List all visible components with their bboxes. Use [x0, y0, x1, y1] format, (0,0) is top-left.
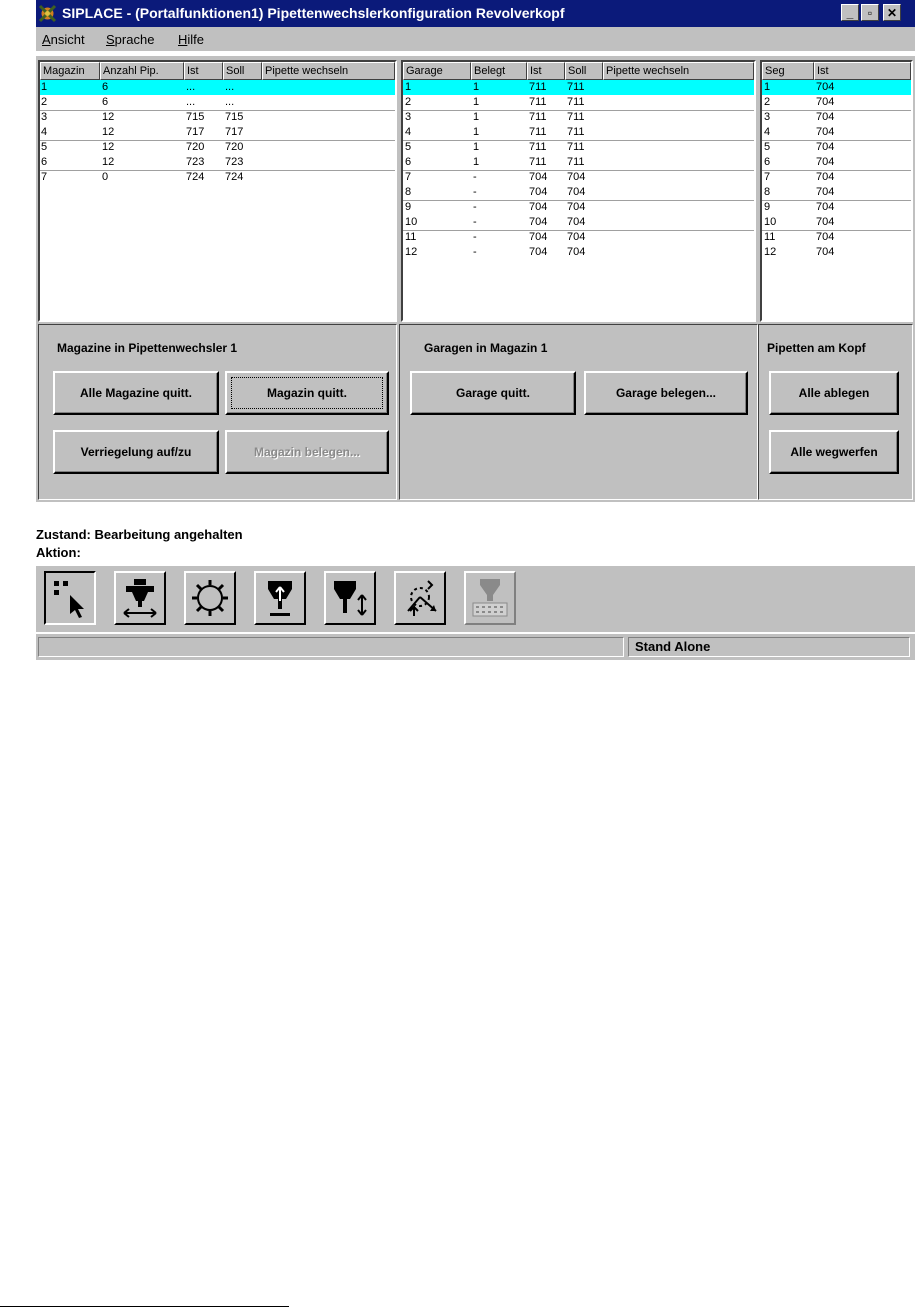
garage-row[interactable]: [403, 170, 754, 185]
garage-row[interactable]: [403, 215, 754, 230]
garage-row[interactable]: [403, 230, 754, 245]
garage-cell: 711: [567, 126, 585, 138]
alle-wegwerfen-button[interactable]: Alle wegwerfen: [769, 430, 899, 474]
magazin-row[interactable]: [40, 125, 395, 140]
segment-row[interactable]: [762, 140, 911, 155]
pickup-nozzle-icon: [260, 577, 300, 619]
garage-belegen-button[interactable]: Garage belegen...: [584, 371, 748, 415]
magazin-row[interactable]: [40, 140, 395, 155]
garage-cell: 704: [567, 216, 586, 228]
segment-list[interactable]: [760, 60, 913, 322]
magazin-belegen-button[interactable]: Magazin belegen...: [225, 430, 389, 474]
garage-cell: 1: [473, 111, 480, 123]
zustand-text: Zustand: Bearbeitung angehalten: [36, 527, 243, 542]
pickup-nozzle-button[interactable]: [254, 571, 306, 625]
garage-cell: 711: [567, 156, 585, 168]
magazin-cell: ...: [225, 96, 235, 108]
garage-cell: 704: [529, 216, 548, 228]
garage-cell: 1: [473, 96, 480, 108]
garage-cell: 11: [405, 231, 417, 243]
col-header-garage[interactable]: Garage: [403, 62, 471, 80]
segment-row[interactable]: [762, 245, 911, 260]
garage-cell: 9: [405, 201, 412, 213]
magazin-cell: 12: [102, 111, 115, 123]
garage-cell: 1: [473, 141, 480, 153]
alle-ablegen-button[interactable]: Alle ablegen: [769, 371, 899, 415]
magazin-cell: 12: [102, 141, 115, 153]
segment-cell: 704: [816, 186, 835, 198]
col-header-ist[interactable]: Ist: [527, 62, 565, 80]
magazin-quitt-label: Magazin quitt.: [267, 386, 347, 400]
garage-cell: 1: [473, 126, 480, 138]
rotate-arrows-button[interactable]: [394, 571, 446, 625]
segment-row[interactable]: [762, 185, 911, 200]
segment-row[interactable]: [762, 155, 911, 170]
col-header-ist[interactable]: Ist: [184, 62, 223, 80]
garage-cell: 1: [473, 81, 480, 93]
col-header-magazin[interactable]: Magazin: [40, 62, 100, 80]
magazin-cell: 6: [102, 81, 109, 93]
garage-cell: 1: [473, 156, 480, 168]
magazin-cell: 6: [41, 156, 48, 168]
col-header-pipette-wechseln[interactable]: Pipette wechseln: [603, 62, 754, 80]
garage-cell: 704: [567, 231, 586, 243]
segment-row[interactable]: [762, 170, 911, 185]
magazin-cell: 724: [186, 171, 205, 183]
magazin-cell: 715: [186, 111, 205, 123]
garage-cell: -: [473, 186, 477, 198]
magazin-cell: 12: [102, 126, 115, 138]
garage-cell: 711: [567, 96, 585, 108]
magazin-cell: 715: [225, 111, 244, 123]
col-header-soll[interactable]: Soll: [223, 62, 262, 80]
magazine-panel: [38, 324, 397, 500]
garage-list[interactable]: [401, 60, 756, 322]
magazin-cell: ...: [186, 81, 196, 93]
segment-row[interactable]: [762, 80, 911, 95]
segment-row[interactable]: [762, 110, 911, 125]
pipetten-panel: [758, 324, 913, 500]
magazin-cell: ...: [225, 81, 235, 93]
magazin-list[interactable]: [38, 60, 397, 322]
garage-cell: 711: [567, 141, 585, 153]
garage-cell: 711: [567, 81, 585, 93]
garage-row[interactable]: [403, 185, 754, 200]
garage-quitt-button[interactable]: Garage quitt.: [410, 371, 576, 415]
nozzle-height-button[interactable]: [324, 571, 376, 625]
magazin-cell: 12: [102, 156, 115, 168]
garage-cell: 711: [529, 156, 547, 168]
segment-cell: 5: [764, 141, 771, 153]
magazin-cell: 2: [41, 96, 48, 108]
segment-row[interactable]: [762, 215, 911, 230]
garage-cell: 711: [529, 126, 547, 138]
garage-cell: 704: [567, 171, 586, 183]
segment-cell: 8: [764, 186, 771, 198]
verriegelung-button[interactable]: Verriegelung auf/zu: [53, 430, 219, 474]
segment-cell: 2: [764, 96, 771, 108]
garage-row[interactable]: [403, 140, 754, 155]
segment-cell: 704: [816, 156, 835, 168]
aktion-label: Aktion:: [36, 545, 81, 560]
segment-row[interactable]: [762, 125, 911, 140]
segment-cell: 3: [764, 111, 771, 123]
status-bar-left-panel: [38, 637, 624, 657]
garage-cell: 711: [529, 81, 547, 93]
nozzle-move-icon: [120, 577, 160, 619]
magazin-cell: 720: [186, 141, 205, 153]
pipetten-panel-title: Pipetten am Kopf: [767, 341, 866, 355]
segment-cell: 7: [764, 171, 771, 183]
magazin-row[interactable]: [40, 155, 395, 170]
garage-row[interactable]: [403, 245, 754, 260]
col-header-pipette-wechseln[interactable]: Pipette wechseln: [262, 62, 395, 80]
magazin-row[interactable]: [40, 80, 395, 95]
garage-row[interactable]: [403, 200, 754, 215]
magazin-cell: 724: [225, 171, 244, 183]
segment-cell: 704: [816, 111, 835, 123]
magazin-cell: 0: [102, 171, 109, 183]
nozzle-height-icon: [330, 577, 370, 619]
action-toolbar: [36, 566, 915, 632]
garage-cell: 1: [405, 81, 412, 93]
garage-row[interactable]: [403, 155, 754, 170]
segment-cell: 704: [816, 231, 835, 243]
magazin-cell: 720: [225, 141, 244, 153]
garage-cell: 704: [529, 246, 548, 258]
segment-cell: 704: [816, 216, 835, 228]
garage-cell: -: [473, 171, 477, 183]
window-title: SIPLACE - (Portalfunktionen1) Pipettenwechslerkonfiguration Revolverkopf: [62, 5, 565, 21]
garage-cell: -: [473, 201, 477, 213]
garage-cell: 10: [405, 216, 418, 228]
garage-cell: 711: [529, 96, 547, 108]
garage-cell: 12: [405, 246, 418, 258]
magazin-cell: 723: [225, 156, 244, 168]
magazin-cell: 723: [186, 156, 205, 168]
segment-cell: 704: [816, 141, 835, 153]
garage-cell: 711: [567, 111, 585, 123]
col-header-ist[interactable]: Ist: [814, 62, 911, 80]
magazin-cell: 7: [41, 171, 48, 183]
segment-cell: 1: [764, 81, 771, 93]
magazin-cell: 4: [41, 126, 48, 138]
magazin-cell: 3: [41, 111, 48, 123]
menu-hilfe[interactable]: Hilfe: [178, 32, 205, 47]
main-frame: [36, 56, 915, 502]
segment-cell: 11: [764, 231, 776, 243]
garagen-panel-title: Garagen in Magazin 1: [424, 341, 548, 355]
footnote-rule: [0, 1306, 289, 1307]
minimize-button[interactable]: _: [841, 4, 859, 21]
garage-cell: -: [473, 216, 477, 228]
select-pointer-icon: [50, 577, 90, 619]
segment-cell: 12: [764, 246, 777, 258]
garage-row[interactable]: [403, 125, 754, 140]
garage-cell: 711: [529, 111, 547, 123]
rotate-arrows-icon: [400, 577, 440, 619]
garage-cell: 4: [405, 126, 412, 138]
segment-row[interactable]: [762, 200, 911, 215]
menu-ansicht[interactable]: Ansicht: [42, 32, 85, 47]
magazin-row[interactable]: [40, 170, 395, 185]
alle-magazine-quitt-button[interactable]: Alle Magazine quitt.: [53, 371, 219, 415]
garage-cell: 704: [567, 186, 586, 198]
magazine-panel-title: Magazine in Pipettenwechsler 1: [57, 341, 238, 355]
segment-cell: 704: [816, 81, 835, 93]
garage-cell: 711: [529, 141, 547, 153]
segment-cell: 6: [764, 156, 771, 168]
close-button[interactable]: ✕: [883, 4, 901, 21]
segment-cell: 704: [816, 171, 835, 183]
magazin-row[interactable]: [40, 95, 395, 110]
segment-cell: 704: [816, 201, 835, 213]
garage-row[interactable]: [403, 80, 754, 95]
garage-cell: 704: [529, 171, 548, 183]
garage-cell: 704: [529, 186, 548, 198]
garage-cell: -: [473, 231, 477, 243]
magazin-cell: 5: [41, 141, 48, 153]
garage-cell: 3: [405, 111, 412, 123]
garage-row[interactable]: [403, 95, 754, 110]
garage-cell: 704: [529, 201, 548, 213]
revolver-head-button[interactable]: [184, 571, 236, 625]
menu-bar: [36, 27, 915, 51]
maximize-button[interactable]: ▫: [861, 4, 879, 21]
garage-cell: 5: [405, 141, 412, 153]
garage-cell: 704: [567, 246, 586, 258]
col-header-seg[interactable]: Seg: [762, 62, 814, 80]
garage-cell: 2: [405, 96, 412, 108]
magazin-cell: 717: [186, 126, 205, 138]
garage-cell: 8: [405, 186, 412, 198]
segment-cell: 9: [764, 201, 771, 213]
magazin-quitt-button[interactable]: [225, 371, 389, 415]
magazin-cell: 6: [102, 96, 109, 108]
select-pointer-button[interactable]: [44, 571, 96, 625]
segment-cell: 10: [764, 216, 777, 228]
segment-cell: 704: [816, 126, 835, 138]
col-header-soll[interactable]: Soll: [565, 62, 603, 80]
magazin-cell: ...: [186, 96, 196, 108]
garage-cell: 6: [405, 156, 412, 168]
magazin-row[interactable]: [40, 110, 395, 125]
menu-sprache[interactable]: Sprache: [106, 32, 155, 47]
magazin-cell: 1: [41, 81, 48, 93]
nozzle-move-button[interactable]: [114, 571, 166, 625]
revolver-head-icon: [190, 577, 230, 619]
siplace-app-icon: [38, 4, 57, 23]
segment-row[interactable]: [762, 230, 911, 245]
title-bar: [36, 0, 915, 27]
nozzle-changer-button[interactable]: [464, 571, 516, 625]
magazin-cell: 717: [225, 126, 244, 138]
mode-panel: Stand Alone: [628, 637, 910, 657]
garage-cell: 7: [405, 171, 412, 183]
garage-row[interactable]: [403, 110, 754, 125]
segment-cell: 704: [816, 246, 835, 258]
garage-cell: 704: [529, 231, 548, 243]
segment-cell: 4: [764, 126, 771, 138]
segment-row[interactable]: [762, 95, 911, 110]
nozzle-changer-disabled-icon: [470, 577, 510, 619]
col-header-belegt[interactable]: Belegt: [471, 62, 527, 80]
garagen-panel: [399, 324, 758, 500]
segment-cell: 704: [816, 96, 835, 108]
col-header-anzahl-pip[interactable]: Anzahl Pip.: [100, 62, 184, 80]
garage-cell: -: [473, 246, 477, 258]
garage-cell: 704: [567, 201, 586, 213]
status-bar: [36, 634, 915, 660]
